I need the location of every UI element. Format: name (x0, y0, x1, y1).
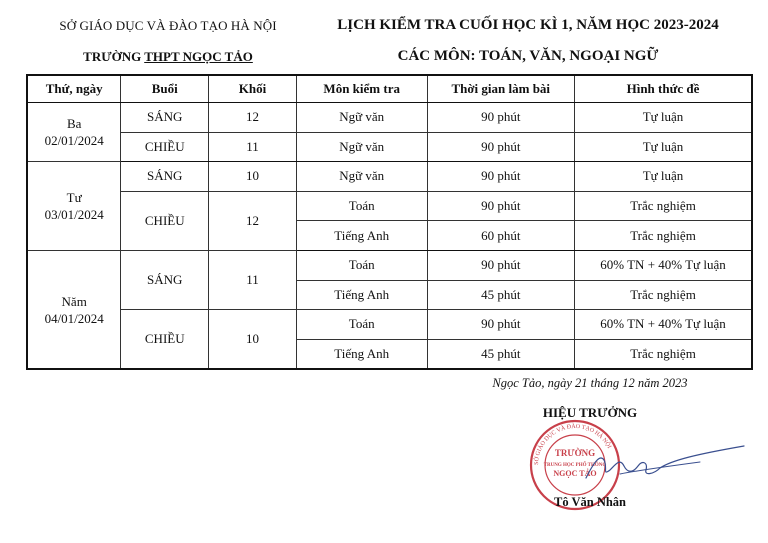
duration-cell: 90 phút (427, 162, 575, 192)
seal-text-center: TRUNG HỌC PHỔ THÔNG (543, 463, 607, 468)
duration-cell: 45 phút (427, 280, 575, 310)
handwritten-signature (580, 440, 750, 490)
subject-cell: Ngữ văn (296, 162, 427, 192)
table-row (27, 191, 752, 221)
format-cell: Tự luận (575, 103, 752, 133)
subject-cell: Toán (296, 310, 427, 340)
school-name: TRƯỜNG THPT NGỌC TẢO (83, 49, 253, 64)
duration-cell: 90 phút (427, 103, 575, 133)
table-row (27, 132, 752, 162)
day-cell: Ba 02/01/2024 (27, 103, 121, 162)
subject-cell: Toán (296, 191, 427, 221)
session-cell: SÁNG (121, 162, 209, 192)
seal-text-center: TRƯỜNG (554, 448, 596, 458)
subject-cell: Tiếng Anh (296, 221, 427, 251)
column-header: Khối (209, 75, 297, 103)
format-cell: Trắc nghiệm (575, 339, 752, 369)
table-row (27, 162, 752, 192)
duration-cell: 90 phút (427, 250, 575, 280)
duration-cell: 90 phút (427, 191, 575, 221)
subject-cell: Ngữ văn (296, 132, 427, 162)
department-name: SỞ GIÁO DỤC VÀ ĐÀO TẠO HÀ NỘI (59, 18, 277, 33)
column-header: Buổi (121, 75, 209, 103)
table-row (27, 310, 752, 340)
session-cell: SÁNG (121, 103, 209, 133)
format-cell: Trắc nghiệm (575, 191, 752, 221)
session-cell: SÁNG (121, 250, 209, 309)
grade-cell: 11 (209, 250, 297, 309)
seal-ring-text: SỞ GIÁO DỤC VÀ ĐÀO TẠO HÀ NỘI (533, 423, 612, 466)
format-cell: Trắc nghiệm (575, 280, 752, 310)
grade-cell: 11 (209, 132, 297, 162)
grade-cell: 10 (209, 310, 297, 370)
column-header: Thời gian làm bài (427, 75, 575, 103)
place-date: Ngọc Tảo, ngày 21 tháng 12 năm 2023 (492, 376, 688, 390)
signer-title: HIỆU TRƯỞNG (542, 405, 638, 420)
duration-cell: 90 phút (427, 132, 575, 162)
exam-schedule-table (26, 74, 753, 370)
day-cell: Tư 03/01/2024 (27, 162, 121, 251)
format-cell: Trắc nghiệm (575, 221, 752, 251)
subject-cell: Tiếng Anh (296, 280, 427, 310)
table-row (27, 103, 752, 133)
day-cell: Năm 04/01/2024 (27, 250, 121, 369)
grade-cell: 12 (209, 103, 297, 133)
format-cell: 60% TN + 40% Tự luận (575, 250, 752, 280)
seal-text-center: NGỌC TẢO (553, 469, 597, 478)
duration-cell: 60 phút (427, 221, 575, 251)
duration-cell: 90 phút (427, 310, 575, 340)
column-header: Hình thức đề (575, 75, 752, 103)
session-cell: CHIỀU (121, 132, 209, 162)
session-cell: CHIỀU (121, 191, 209, 250)
table-row (27, 250, 752, 280)
grade-cell: 12 (209, 191, 297, 250)
column-header: Môn kiểm tra (296, 75, 427, 103)
format-cell: 60% TN + 40% Tự luận (575, 310, 752, 340)
grade-cell: 10 (209, 162, 297, 192)
subject-cell: Toán (296, 250, 427, 280)
duration-cell: 45 phút (427, 339, 575, 369)
document-subtitle: CÁC MÔN: TOÁN, VĂN, NGOẠI NGỮ (397, 48, 659, 64)
table-header-row (27, 75, 752, 103)
document-title: LỊCH KIỂM TRA CUỐI HỌC KÌ 1, NĂM HỌC 2023-2024 (337, 17, 719, 33)
subject-cell: Tiếng Anh (296, 339, 427, 369)
subject-cell: Ngữ văn (296, 103, 427, 133)
format-cell: Tự luận (575, 162, 752, 192)
signer-name: Tô Văn Nhân (553, 495, 627, 509)
column-header: Thứ, ngày (27, 75, 121, 103)
format-cell: Tự luận (575, 132, 752, 162)
session-cell: CHIỀU (121, 310, 209, 370)
